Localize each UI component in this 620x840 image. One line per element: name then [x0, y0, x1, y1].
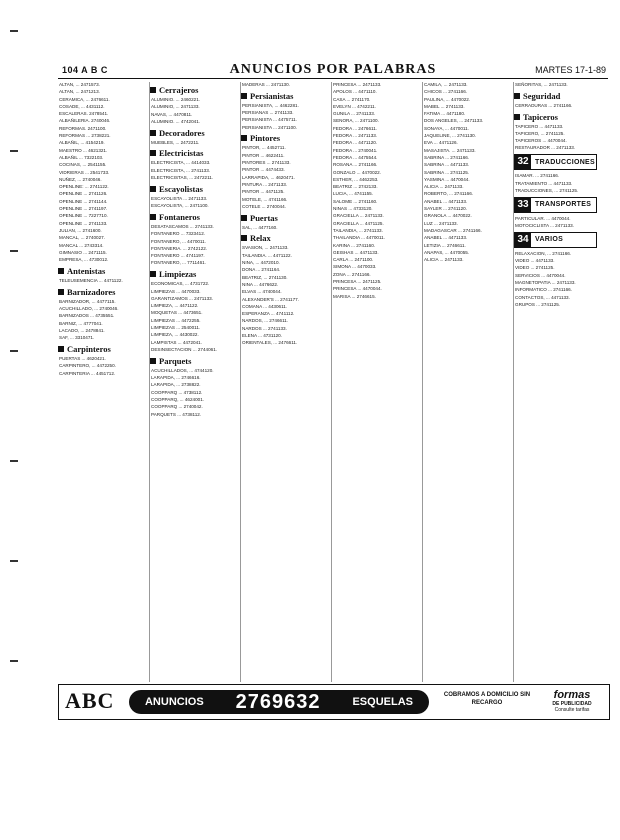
- classified-ad: ALBAÑIL ... 7322103.: [59, 154, 104, 160]
- classified-ad: PERSIANISTA, ... 4462281.: [242, 102, 299, 108]
- page-ref: 104 A B C: [62, 65, 108, 75]
- classified-ad: SALOME ... 2741160.: [333, 198, 378, 204]
- classified-ad: LIMPIEZAS ... 4470033.: [151, 288, 201, 294]
- classified-ad: CHICOS ... 2741166.: [424, 89, 468, 95]
- classified-ad: GRANOLA ... 4470022.: [424, 213, 472, 219]
- classified-ad: PRINCESA ... 2471125.: [333, 279, 382, 285]
- classified-ad: PINTOR ... 4622411.: [242, 152, 285, 158]
- abc-logo: ABC: [65, 688, 115, 713]
- classified-ad: ELECTRICISTA, ... 4414033.: [151, 160, 211, 166]
- section-heading: [514, 112, 597, 122]
- square-bullet-icon: [241, 215, 247, 221]
- classified-ad: TRADUCCIONES, ... 2741125.: [515, 187, 579, 193]
- classified-ad: PINTOR ... 4474433.: [242, 167, 285, 173]
- classified-ad: ALUMINIO. ... 2460221.: [151, 97, 201, 102]
- classified-ad: ALEXANDER'S ... 2741177.: [242, 296, 299, 302]
- section-heading: [241, 233, 324, 243]
- category-label: TRADUCCIONES: [535, 158, 595, 166]
- section-title: Limpiezas: [159, 269, 197, 280]
- classified-ad: ELECTRICISTAS, ... 2472211.: [151, 175, 214, 181]
- section-title: Puertas: [250, 212, 278, 223]
- classified-ad: ANABEL ... 4471133.: [424, 198, 468, 204]
- classified-ad: BARNIZ, ... 4777041.: [59, 320, 103, 326]
- section-heading: [514, 91, 597, 101]
- column-2: [149, 82, 233, 682]
- classified-ad: DOS ANGELES, ... 2471133.: [424, 118, 484, 124]
- square-bullet-icon: [150, 130, 156, 136]
- classified-ad: GONZALO ... 4470022.: [333, 169, 382, 175]
- square-bullet-icon: [58, 346, 64, 352]
- section-title: Parquets: [159, 355, 192, 366]
- classified-ad: LARRAPIDA, ... 4620471.: [242, 174, 295, 180]
- classified-ad: PINTORES ... 2741133.: [242, 160, 291, 166]
- column-5: [422, 82, 506, 682]
- classified-ad: ROBERTO, ... 2741166.: [424, 191, 474, 197]
- classified-ad: REFORMAS. 2471100.: [59, 125, 107, 131]
- classified-ad: ANABEL ... 4471133.: [424, 235, 468, 241]
- square-bullet-icon: [58, 289, 64, 295]
- formas-logo: [541, 689, 603, 713]
- classified-ad: VIDEO ... 4471133.: [515, 258, 555, 264]
- column-3: [240, 82, 324, 682]
- category-number: 32: [515, 155, 531, 169]
- classified-ad: LIMPIEZAS ... 4472255.: [151, 317, 201, 323]
- classified-ad: PINTOR ... 4471125.: [242, 189, 285, 195]
- classified-ad: DESINSECTACION ... 2744061.: [151, 346, 218, 352]
- category-box: [514, 154, 597, 170]
- classified-ad: COSADE, ... 4431112.: [59, 103, 105, 109]
- classified-ad: DONA ... 2741164.: [242, 267, 281, 273]
- classified-ad: TAPICEROS ... 4470044.: [515, 138, 567, 144]
- classified-ad: KARINA ... 2741160.: [333, 242, 376, 248]
- footer-banner: [58, 684, 610, 720]
- section-title: Decoradores: [159, 127, 205, 138]
- classified-ad: SIMONA ... 4470033.: [333, 264, 377, 270]
- classified-ad: PARTICULAR. ... 4470044.: [515, 215, 571, 221]
- classified-ad: GEISHAS ... 4471133.: [333, 249, 379, 255]
- classified-ad: DESATASCAMOS ... 2741133.: [151, 223, 214, 229]
- classified-ad: PERSIANAS ... 2741133.: [242, 110, 294, 116]
- section-heading: [150, 85, 233, 95]
- classified-ad: EVELYN ... 4742211.: [333, 103, 376, 109]
- classified-ad: OPENLINE ... 2741133.: [59, 220, 108, 226]
- classified-ad: EMPRESA, ... 4730012.: [59, 257, 109, 263]
- classified-ad: SERVICIOS ... 4470044.: [515, 272, 566, 278]
- section-heading: [58, 287, 141, 297]
- newspaper-page: [58, 62, 608, 782]
- column-4: [331, 82, 415, 682]
- classified-ad: VIDRIERAS ... 2541733.: [59, 169, 110, 175]
- classified-ad: ORIENTALES, ... 2476611.: [242, 340, 298, 346]
- esquelas-label: ESQUELAS: [352, 696, 413, 708]
- classified-ad: RELAXACION, ... 2741166.: [515, 250, 572, 256]
- classified-ad: NARDOS ... 2741133.: [242, 325, 287, 331]
- classified-ad: ALBAÑILERIA. 2740046.: [59, 118, 111, 124]
- classified-ad: MOTELE, ... 4741166.: [242, 196, 288, 202]
- binding-margin: [4, 0, 52, 840]
- category-number: 34: [515, 233, 531, 247]
- classified-ad: LACADO, ... 2478841.: [59, 327, 105, 333]
- category-number: 33: [515, 198, 531, 212]
- section-title: Fontaneros: [159, 211, 200, 222]
- classified-ad: TRATAMIENTO ... 4471133.: [515, 180, 573, 186]
- classified-ad: PRINCESA ... 2471133.: [333, 82, 382, 87]
- section-heading: [241, 213, 324, 223]
- classified-ad: SABRINA ... 2741166.: [424, 154, 470, 160]
- classified-ad: VIDEO ... 2741125.: [515, 265, 555, 271]
- square-bullet-icon: [150, 271, 156, 277]
- classified-ad: CERRADURAS ... 2741166.: [515, 102, 573, 108]
- section-heading: [241, 133, 324, 143]
- section-heading: [150, 184, 233, 194]
- section-title: Escayolistas: [159, 183, 203, 194]
- classified-ad: GUNILA ... 2741133.: [333, 111, 376, 117]
- classified-ad: MARISA ... 2746615.: [333, 293, 376, 299]
- classified-ad: CARPINTERO, ... 4472250.: [59, 363, 116, 369]
- square-bullet-icon: [241, 135, 247, 141]
- classified-ad: BARNIZADOR, ... 4477115.: [59, 298, 116, 304]
- classified-ad: GRACIELLA ... 2471133.: [333, 213, 384, 219]
- classified-ad: BEATRIZ ... 2742133.: [333, 184, 378, 190]
- classified-ad: TAPICERO, ... 2741125.: [515, 130, 565, 136]
- classified-ad: BEATRIZ, ... 2741130.: [242, 274, 288, 280]
- classified-ad: OPENLINE ... 7227710.: [59, 213, 108, 219]
- section-title: Seguridad: [523, 90, 561, 101]
- classified-ad: JULIAN, ... 2741600.: [59, 227, 102, 233]
- category-box: [514, 232, 597, 248]
- category-box: [514, 197, 597, 213]
- classified-ad: PERSIANISTA ... 2471100.: [242, 124, 297, 130]
- section-title: Cerrajeros: [159, 85, 199, 95]
- classified-ad: MAESTRO ... 4621321.: [59, 147, 108, 153]
- classified-ad: FEDORA ... 4475544.: [333, 154, 378, 160]
- classified-ad: ALTAN, ... 2471213.: [59, 89, 100, 95]
- classified-ad: TELEUSEMENCIA ... 4471122.: [59, 277, 123, 283]
- classified-ad: ELVAS ... 4740044.: [242, 289, 282, 295]
- classified-ad: COTELE ... 2740044.: [242, 203, 286, 209]
- classified-ad: FEDORA ... 4471120.: [333, 140, 378, 146]
- classified-ad: ACUCHILLADOS, ... 4744120.: [151, 367, 214, 373]
- classified-ad: NUÑEZ, ... 2740046.: [59, 176, 102, 182]
- classified-ad: OPENLINE ... 2741197.: [59, 206, 108, 212]
- classified-ad: GARANTIZAMOS ... 2471133.: [151, 295, 213, 301]
- classified-ad: LAMPISTAS ... 4472041.: [151, 339, 202, 345]
- classified-ad: ALICIA ... 2471133.: [424, 184, 464, 190]
- formas-brand: formas: [553, 689, 591, 701]
- classified-ad: TAPICERO ... 4471133.: [515, 123, 564, 129]
- classified-ad: CARPINTERIA ... 4451712.: [59, 370, 116, 376]
- page-header: [58, 62, 608, 79]
- square-bullet-icon: [150, 87, 156, 93]
- phone-banner: [129, 690, 429, 714]
- square-bullet-icon: [150, 214, 156, 220]
- classified-ad: SAF, ... 3310471.: [59, 335, 95, 341]
- classified-ad: ALUMINIO, ... 2471133.: [151, 104, 200, 110]
- classified-ad: NARDOS, ... 2746611.: [242, 318, 289, 324]
- classified-ad: FEDORA ... 2740041.: [333, 147, 378, 153]
- classified-ad: GRUPOS ... 2741125.: [515, 301, 561, 307]
- square-bullet-icon: [514, 114, 520, 120]
- formas-note: Consulte tarifas: [554, 707, 590, 713]
- classified-ad: ANAPAS, ... 4470055.: [424, 249, 470, 255]
- section-title: Carpinteros: [67, 344, 111, 354]
- classified-ad: SVASION, ... 2471133.: [242, 245, 289, 251]
- classified-ad: CAMILA, ... 2471133.: [424, 82, 468, 87]
- page-date: MARTES 17-1-89: [535, 65, 606, 75]
- classified-ad: ALICIA ... 2471133.: [424, 257, 464, 263]
- classified-ad: MOQUETAS ... 4473651.: [151, 310, 203, 316]
- classified-ad: OPENLINE ... 2741144.: [59, 198, 108, 204]
- classified-ad: ESCALERAS. 2478541.: [59, 111, 109, 117]
- classified-ad: LIMPIEZA, ... 4430022.: [151, 332, 199, 338]
- classified-ad: COOPPARQ ... 2740042.: [151, 404, 203, 410]
- classified-ad: MADAGASCAR ... 2741166.: [424, 227, 482, 233]
- classified-ad: TAILANDIA. ... 4471122.: [242, 252, 292, 258]
- classified-ad: FONTANERIA. ... 2742122.: [151, 245, 208, 251]
- section-title: Relax: [250, 233, 271, 244]
- classified-ad: ESCAYOLISTA, ... 2471100.: [151, 203, 209, 209]
- classified-ad: SONAYA, ... 4470011.: [424, 125, 469, 131]
- classified-ad: YASMINA ... 4470044.: [424, 176, 470, 182]
- classified-ad: ALBAÑIL, ... 4154219.: [59, 140, 105, 146]
- classified-ad: JAQUELINE, ... 2741130.: [424, 133, 477, 139]
- classified-ad: FONTANERO ... 7323412.: [151, 231, 206, 237]
- section-title: Antenistas: [67, 265, 106, 276]
- classified-columns: [58, 82, 608, 682]
- classified-ad: ALTAN, ... 2471573.: [59, 82, 100, 87]
- classified-ad: MABEL ... 2741133.: [424, 103, 465, 109]
- classified-ad: LUCIA, ... 4741155.: [333, 191, 374, 197]
- classified-ad: FATIMA ... 4471180.: [424, 111, 466, 117]
- classified-ad: PAULINA, ... 4470022.: [424, 96, 471, 102]
- classified-ad: ESCAYOLISTA ... 2471133.: [151, 195, 208, 201]
- classified-ad: LIMPIEZA, ... 4471122.: [151, 303, 199, 309]
- classified-ad: RESTAURADOR ... 2471133.: [515, 145, 576, 151]
- classified-ad: INFORMATICO ... 2741166.: [515, 287, 573, 293]
- page-title: ANUNCIOS POR PALABRAS: [229, 62, 437, 77]
- classified-ad: ECONOMICAS, ... 4731722.: [151, 281, 210, 287]
- classified-ad: CASA ... 2741170.: [333, 96, 371, 102]
- classified-ad: FONTANERO, ... 7711461.: [151, 260, 206, 266]
- classified-ad: MANCAL ... 2743314.: [59, 242, 104, 248]
- classified-ad: ACUCHILLADO, ... 2740046.: [59, 306, 119, 312]
- classified-ad: MAGNETOPATIA ... 2471133.: [515, 279, 576, 285]
- section-heading: [150, 148, 233, 158]
- classified-ad: ELENA ... 4731120.: [242, 333, 283, 339]
- classified-ad: LUZ ... 2471133.: [424, 220, 458, 226]
- section-title: Persianistas: [250, 90, 294, 101]
- classified-ad: FONTANERO ... 4741197.: [151, 253, 205, 259]
- classified-ad: COOPPARQ ... 4738112.: [151, 389, 203, 395]
- formas-sub: DE PUBLICIDAD: [552, 701, 592, 707]
- classified-ad: ESTHER, ... 4462253.: [333, 176, 379, 182]
- classified-ad: LETIZIA ... 2746611.: [424, 242, 466, 248]
- classified-ad: OPENLINE ... 2741126.: [59, 191, 108, 197]
- classified-ad: FEDORA ... 2476611.: [333, 125, 378, 131]
- classified-ad: CARLA ... 2471100.: [333, 257, 374, 263]
- classified-ad: ISAMAR. ... 2741166.: [515, 173, 560, 179]
- classified-ad: FEDORA ... 2471133.: [333, 133, 378, 139]
- classified-ad: CONTACTOS, ... 4471133.: [515, 294, 570, 300]
- square-bullet-icon: [150, 186, 156, 192]
- classified-ad: FONTANERO, ... 4470011.: [151, 238, 206, 244]
- classified-ad: BARNIZADOS ... 4735551.: [59, 313, 115, 319]
- classified-ad: PRINCESA ... 4470044.: [333, 286, 382, 292]
- section-heading: [150, 269, 233, 279]
- section-heading: [150, 356, 233, 366]
- classified-ad: OPENLINE: ... 2741122.: [59, 184, 109, 190]
- classified-ad: SAYLER ... 2741120.: [424, 206, 467, 212]
- classified-ad: MOTOCICLISTA ... 2471133.: [515, 222, 574, 228]
- classified-ad: NAVAS, ... 4470811.: [151, 111, 193, 117]
- classified-ad: MADERAS ... 2471130.: [242, 82, 290, 87]
- section-title: Barnizadores: [67, 286, 116, 297]
- classified-ad: ELECTRICISTA, ... 2741133.: [151, 167, 211, 173]
- section-title: Pintores: [250, 133, 281, 144]
- classified-ad: LARAPIDA, ... 2738822.: [151, 382, 201, 388]
- classified-ad: NINAS ... 4733120.: [333, 206, 373, 212]
- classified-ad: GIMNASIO ... 2471115.: [59, 249, 107, 255]
- category-label: TRANSPORTES: [535, 201, 592, 209]
- classified-ad: GRACIELLA ... 4471125.: [333, 220, 384, 226]
- square-bullet-icon: [241, 235, 247, 241]
- section-heading: [58, 344, 141, 354]
- classified-ad: ALUMINIO. ... 4742041.: [151, 118, 201, 124]
- square-bullet-icon: [58, 268, 64, 274]
- square-bullet-icon: [241, 93, 247, 99]
- classified-ad: ESPERANZA ... 4741112.: [242, 311, 295, 317]
- classified-ad: CERAMICA, ... 2476611.: [59, 96, 110, 102]
- column-1: [58, 82, 141, 682]
- classified-ad: MUEBLES, ... 2472211.: [151, 139, 200, 145]
- classified-ad: TAILANDIA, ... 2741133.: [333, 227, 383, 233]
- section-heading: [150, 212, 233, 222]
- category-label: VARIOS: [535, 236, 564, 244]
- classified-ad: PERSIANISTA ... 4475711.: [242, 117, 297, 123]
- classified-ad: NINA, ... 4472010.: [242, 260, 280, 266]
- classified-ad: COCINAS, ... 2541155.: [59, 162, 107, 168]
- section-title: Electricistas: [159, 148, 204, 159]
- classified-ad: LIMPIEZAS ... 2540011.: [151, 325, 201, 331]
- classified-ad: NINA ... 4476622.: [242, 281, 279, 287]
- square-bullet-icon: [150, 150, 156, 156]
- classified-ad: PARQUETS ... 4738112.: [151, 411, 202, 417]
- classified-ad: PUERTAS ... 4620421.: [59, 356, 106, 361]
- classified-ad: SAL, ... 4477160.: [242, 224, 278, 230]
- classified-ad: SABRINA ... 4471133.: [424, 162, 470, 168]
- classified-ad: COMANA ... 4430611.: [242, 303, 288, 309]
- section-heading: [150, 128, 233, 138]
- section-title: Tapiceros: [523, 111, 558, 122]
- classified-ad: MASAJISTA. ... 2471133.: [424, 147, 476, 153]
- classified-ad: SABRINA ... 2741125.: [424, 169, 470, 175]
- classified-ad: SEÑORITAS, ... 2471133.: [515, 82, 568, 87]
- classified-ad: PINTURA ... 2471133.: [242, 181, 288, 187]
- classified-ad: PINTOR, ... 4452711.: [242, 145, 286, 151]
- classified-ad: APOLOS ... 4471110.: [333, 89, 377, 95]
- classified-ad: SENORA, ... 2471100.: [333, 118, 379, 124]
- square-bullet-icon: [514, 93, 520, 99]
- classified-ad: EVA ... 4471126.: [424, 140, 458, 146]
- section-heading: [241, 91, 324, 101]
- square-bullet-icon: [150, 358, 156, 364]
- section-heading: [58, 266, 141, 276]
- classified-ad: MANCAL, ... 2740027.: [59, 235, 105, 241]
- classified-ad: ZONA ... 2741166.: [333, 271, 371, 277]
- anuncios-label: ANUNCIOS: [144, 696, 204, 708]
- classified-ad: THAILANDIA ... 4470011.: [333, 235, 386, 241]
- column-6: [513, 82, 597, 682]
- classified-ad: ROSANA ... 2741166.: [333, 162, 378, 168]
- phone-number: 2769632: [235, 690, 321, 713]
- classified-ad: REFORMAS ... 2738221.: [59, 133, 111, 139]
- promo-text: COBRAMOS A DOMICILIO SIN RECARGO: [443, 692, 531, 706]
- classified-ad: COOPPARQ, ... 4624001.: [151, 396, 205, 402]
- classified-ad: LARAPIDA, ... 2746616.: [151, 375, 201, 381]
